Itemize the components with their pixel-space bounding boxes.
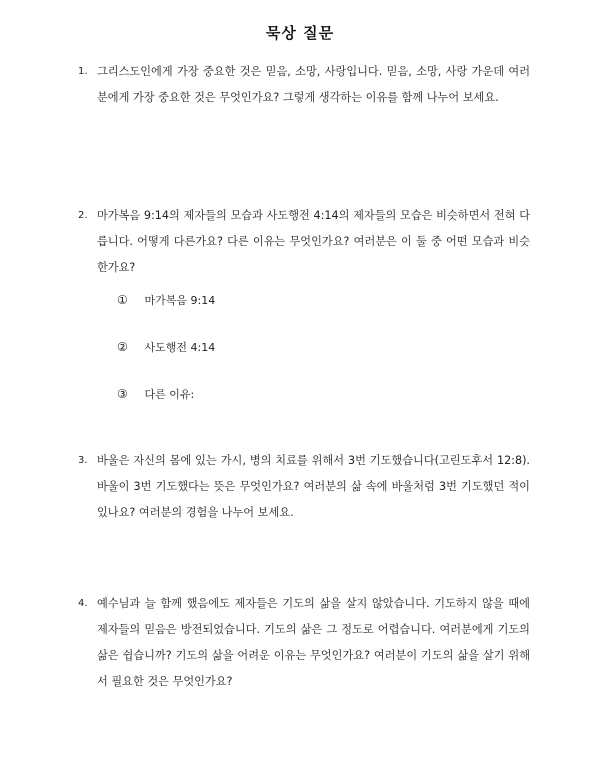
answer-option-2: [117, 337, 215, 358]
question-number: 1.: [78, 66, 88, 77]
question-4: [78, 591, 530, 695]
page-title: 묵상 질문: [265, 24, 335, 42]
question-number: 4.: [78, 598, 88, 609]
question-number: 3.: [78, 455, 88, 466]
question-1: [78, 59, 530, 111]
option-text: 다른 이유:: [144, 388, 195, 401]
answer-option-3: [117, 384, 194, 405]
question-text: 마가복음 9:14의 제자들의 모습과 사도행전 4:14의 제자들의 모습은 비슷하면서 전혀 다릅니다. 어떻게 다른가요? 다른 이유는 무엇인가요? 여러분은 이 둘 중 어떤 모습과 비슷한가요?: [97, 209, 530, 274]
question-text: 바울은 자신의 몸에 있는 가시, 병의 치료를 위해서 3번 기도했습니다(고린도후서 12:8). 바울이 3번 기도했다는 뜻은 무엇인가요? 여러분의 삶 속에 바울처럼 3번 기도했던 적이 있나요? 여러분의 경험을 나누어 보세요.: [97, 454, 530, 519]
question-text: 예수님과 늘 함께 했음에도 제자들은 기도의 삶을 살지 않았습니다. 기도하지 않을 때에 제자들의 믿음은 방전되었습니다. 기도의 삶은 그 정도로 어렵습니다. 여러분에게 기도의 삶은 쉽습니까? 기도의 삶을 어려운 이유는 무엇인가요? 여러분이 기도의 삶을 살기 위해서 필요한 것은 무엇인가요?: [97, 597, 530, 688]
answer-option-1: [117, 290, 215, 311]
question-3: [78, 448, 530, 526]
question-number: 2.: [78, 210, 88, 221]
option-marker: ③: [117, 387, 128, 401]
option-marker: ①: [117, 293, 128, 307]
question-text: 그리스도인에게 가장 중요한 것은 믿음, 소망, 사랑입니다. 믿음, 소망, 사랑 가운데 여러분에게 가장 중요한 것은 무엇인가요? 그렇게 생각하는 이유를 함께 나누어 보세요.: [97, 65, 530, 104]
option-text: 마가복음 9:14: [144, 294, 216, 307]
option-marker: ②: [117, 340, 128, 354]
question-2: [78, 203, 530, 281]
option-text: 사도행전 4:14: [144, 341, 216, 354]
